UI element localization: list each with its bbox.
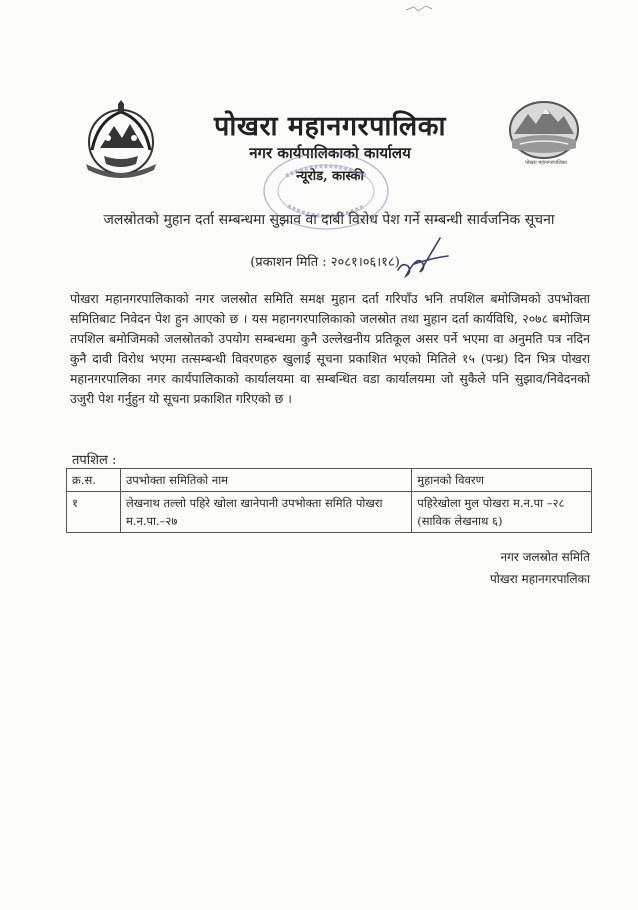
office-name: नगर कार्यपालिकाको कार्यालय [249, 144, 411, 162]
organization-name: पोखरा महानगरपालिका [214, 111, 446, 142]
notice-body: पोखरा महानगरपालिकाको नगर जलस्रोत समिति समक्ष मुहान दर्ता गरिपाँउ भनि तपशिल बमोजिमको उपभोक्ता समितिबाट निवेदन पेश हुन आएको छ । यस महानगरपालिकाको जलस्रोत तथा मुहान दर्ता कार्यविधि, २०७८ बमोजिम तपशिल बमोजिमको जलस्रोतको उपयोग सम्बन्धमा कुनै उल्लेखनीय प्रतिकूल असर पर्ने भएमा वा अनुमति पत्र नदिन कुनै दावी विरोध भएमा तत्सम्बन्धी विवरणहरु खुलाई सूचना प्रकाशित भएको मितिले १५ (पन्ध्र) दिन भित्र पोखरा महानगरपालिका नगर कार्यपालिकाको कार्यालयमा वा सम्बन्धित वडा कार्यालयमा जो सुकैले पनि सुझाव/निवेदनको उजुरी पेश गर्नुहुन यो सूचना प्रकाशित गरिएको छ । [70, 291, 590, 406]
notice-title: जलस्रोतको मुहान दर्ता सम्बन्धमा सुझाव वा दाबी विरोध पेश गर्ने सम्बन्धी सार्वजनिक सूचना [103, 212, 555, 228]
header-serial: क्र.स. [67, 469, 121, 492]
scan-artifact-mark [404, 4, 434, 14]
pokhara-metropolitan-logo [506, 100, 582, 164]
table-row [67, 492, 592, 533]
right-logo-caption: पोखरा महानगरपालिका [525, 160, 567, 166]
publication-date: (प्रकाशन मिति : २०८१।०६।१८) [250, 255, 400, 270]
cell-committee-name: लेखनाथ तल्लो पहिरे खोला खानेपानी उपभोक्ता समिति पोखरा म.न.पा.–२७ [120, 492, 411, 533]
signatory-committee: नगर जलस्रोत समिति [500, 550, 590, 564]
nepal-emblem-logo [78, 100, 164, 180]
signatory-block [440, 546, 590, 590]
schedule-label: तपशिल : [72, 453, 117, 468]
schedule-table [66, 468, 592, 533]
header-committee-name: उपभोक्ता समितिको नाम [120, 469, 411, 492]
table-header-row [67, 469, 592, 492]
office-address: न्यूरोड, कास्की [296, 169, 364, 184]
cell-serial: १ [67, 492, 121, 533]
signatory-organization: पोखरा महानगरपालिका [489, 572, 590, 586]
cell-source-details: पहिरेखोला मुल पोखरा म.न.पा –२८ (साविक लेखनाथ ६) [412, 492, 592, 533]
handwritten-signature [392, 232, 452, 278]
header-source-details: मुहानको विवरण [412, 469, 592, 492]
